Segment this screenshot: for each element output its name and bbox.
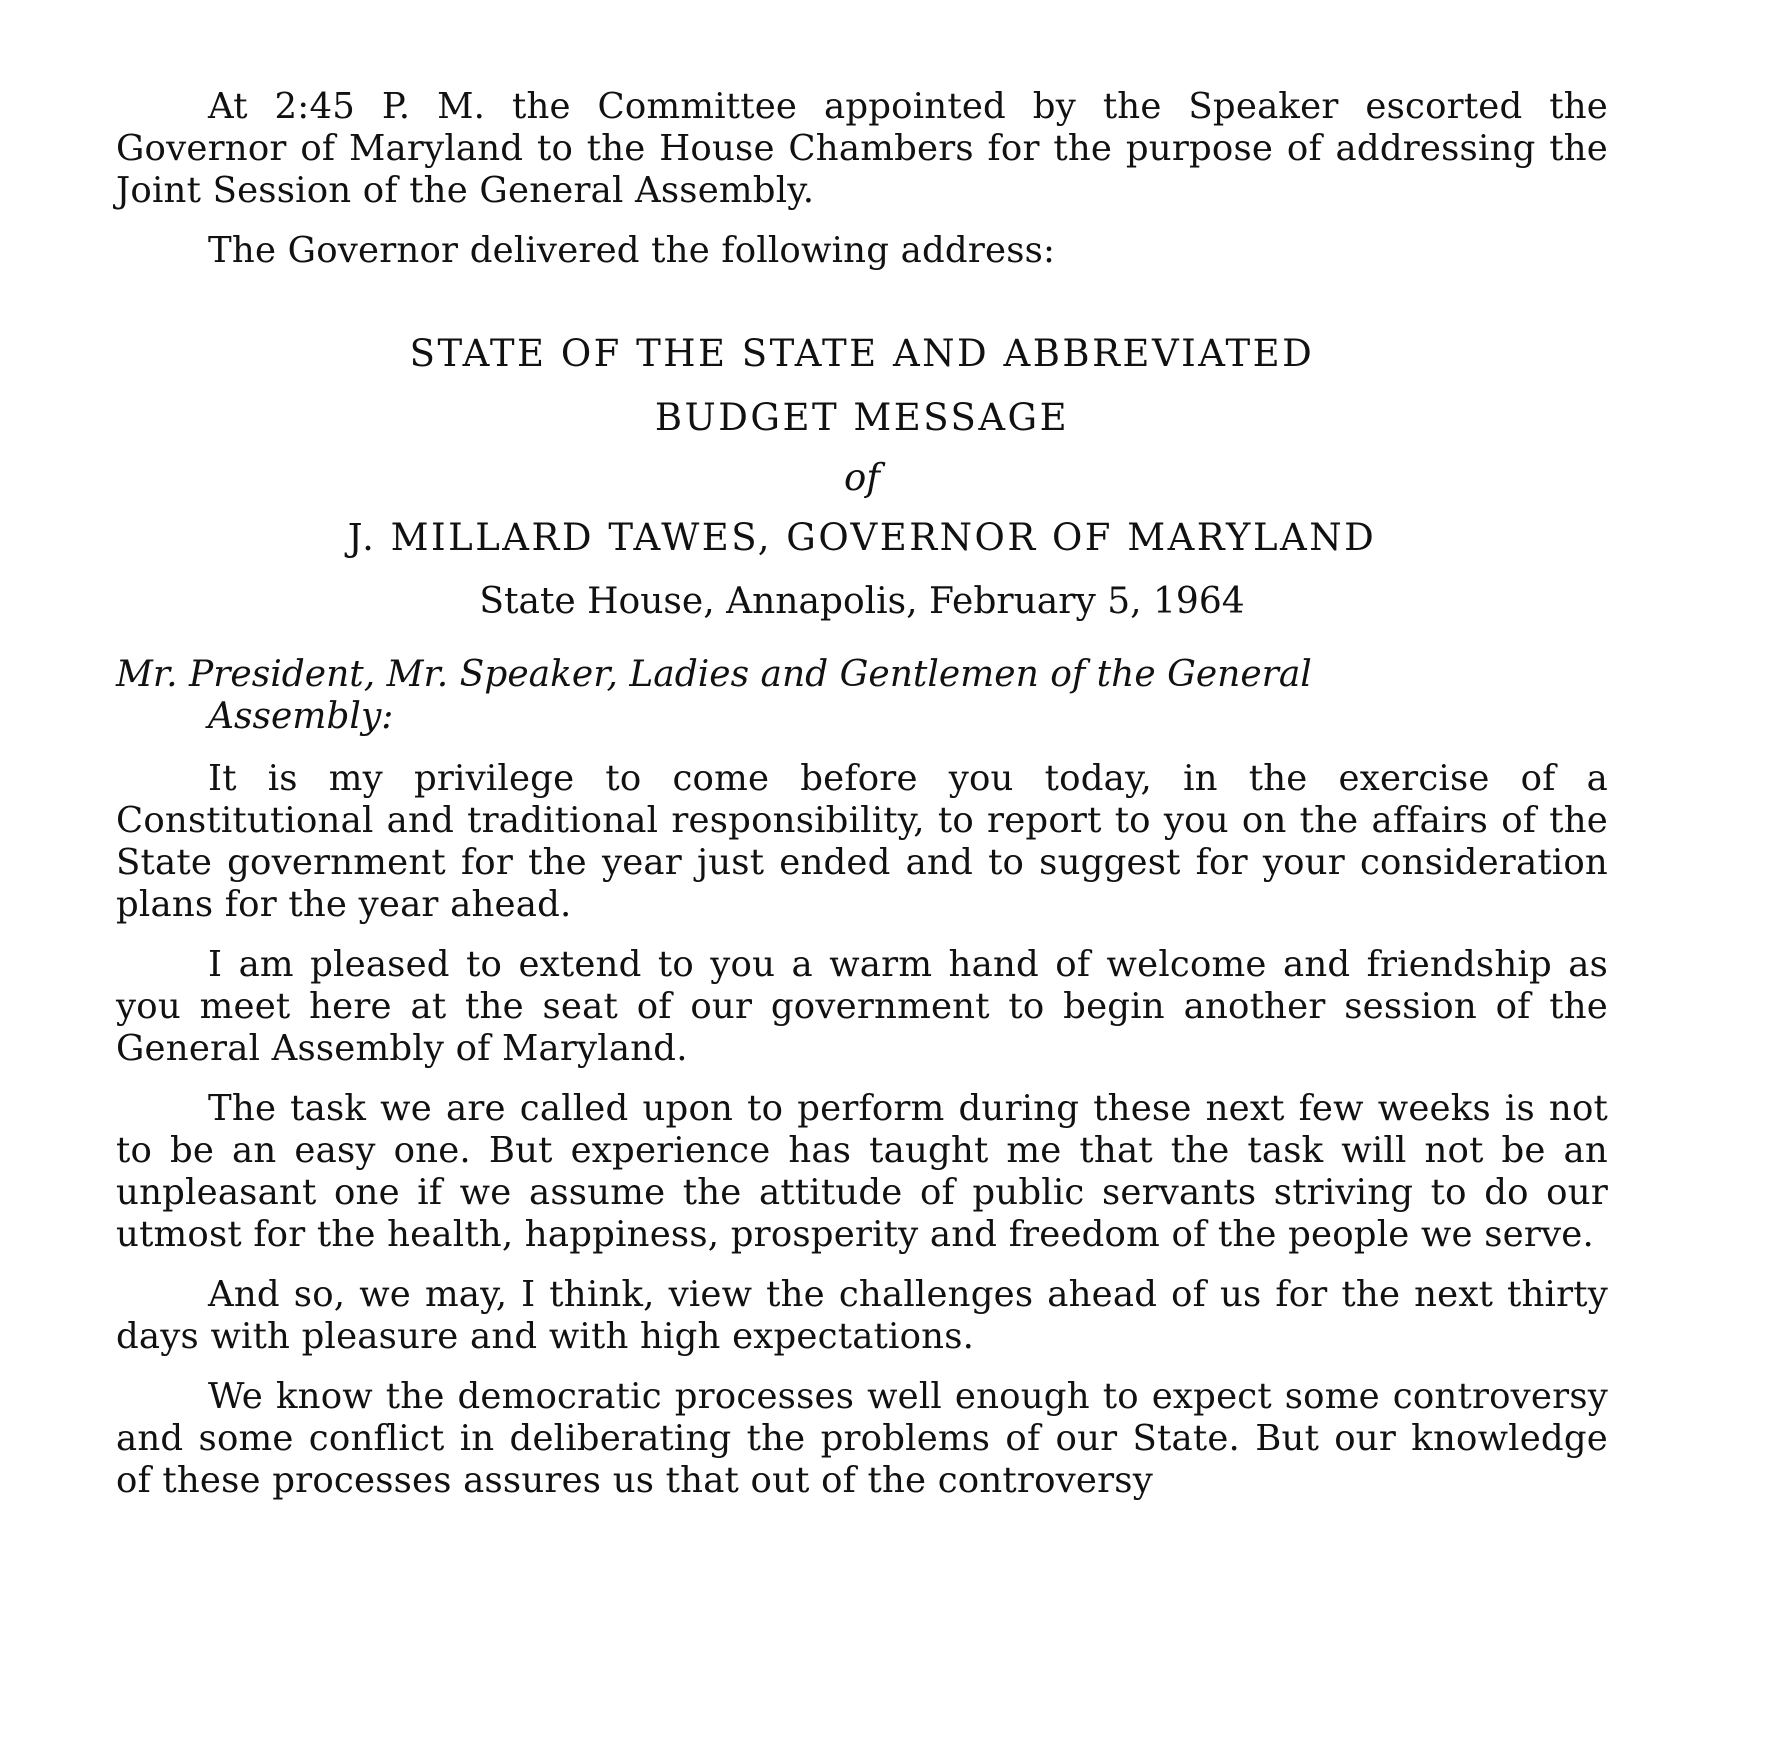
title-line-2: BUDGET MESSAGE [654, 396, 1070, 439]
title-dateline: State House, Annapolis, February 5, 1964 [479, 581, 1245, 622]
title-line-1: STATE OF THE STATE AND ABBREVIATED [409, 332, 1315, 375]
title-of: of [844, 456, 880, 499]
intro-paragraph-escort: At 2:45 P. M. the Committee appointed by the Speaker escorted the Governor of Maryland to the House Chambers for the purpose of addressing the Joint Session of the General Assembly. [116, 86, 1608, 211]
salutation: Mr. President, Mr. Speaker, Ladies and Gentlemen of the General Assembly: [116, 654, 1312, 737]
intro-paragraph-address: The Governor delivered the following address: [208, 230, 1056, 271]
body-paragraph-4: And so, we may, I think, view the challenges ahead of us for the next thirty days with pleasure and with high expectations. [116, 1274, 1608, 1357]
body-paragraph-2: I am pleased to extend to you a warm hand of welcome and friendship as you meet here at the seat of our government to begin another session of the General Assembly of Maryland. [116, 944, 1608, 1069]
title-governor-name: J. MILLARD TAWES, GOVERNOR OF MARYLAND [347, 516, 1377, 559]
body-paragraph-5: We know the democratic processes well enough to expect some controversy and some conflict in deliberating the problems of our State. But our knowledge of these processes assures us that out of the controversy [116, 1376, 1608, 1501]
text-column [116, 86, 1608, 1502]
body-paragraph-1: It is my privilege to come before you today, in the exercise of a Constitutional and traditional responsibility, to report to you on the affairs of the State government for the year just ended and to suggest for your consideration plans for the year ahead. [116, 758, 1608, 925]
body-paragraph-3: The task we are called upon to perform during these next few weeks is not to be an easy one. But experience has taught me that the task will not be an unpleasant one if we assume the attitude of public servants striving to do our utmost for the health, happiness, prosperity and freedom of the people we serve. [116, 1088, 1608, 1255]
